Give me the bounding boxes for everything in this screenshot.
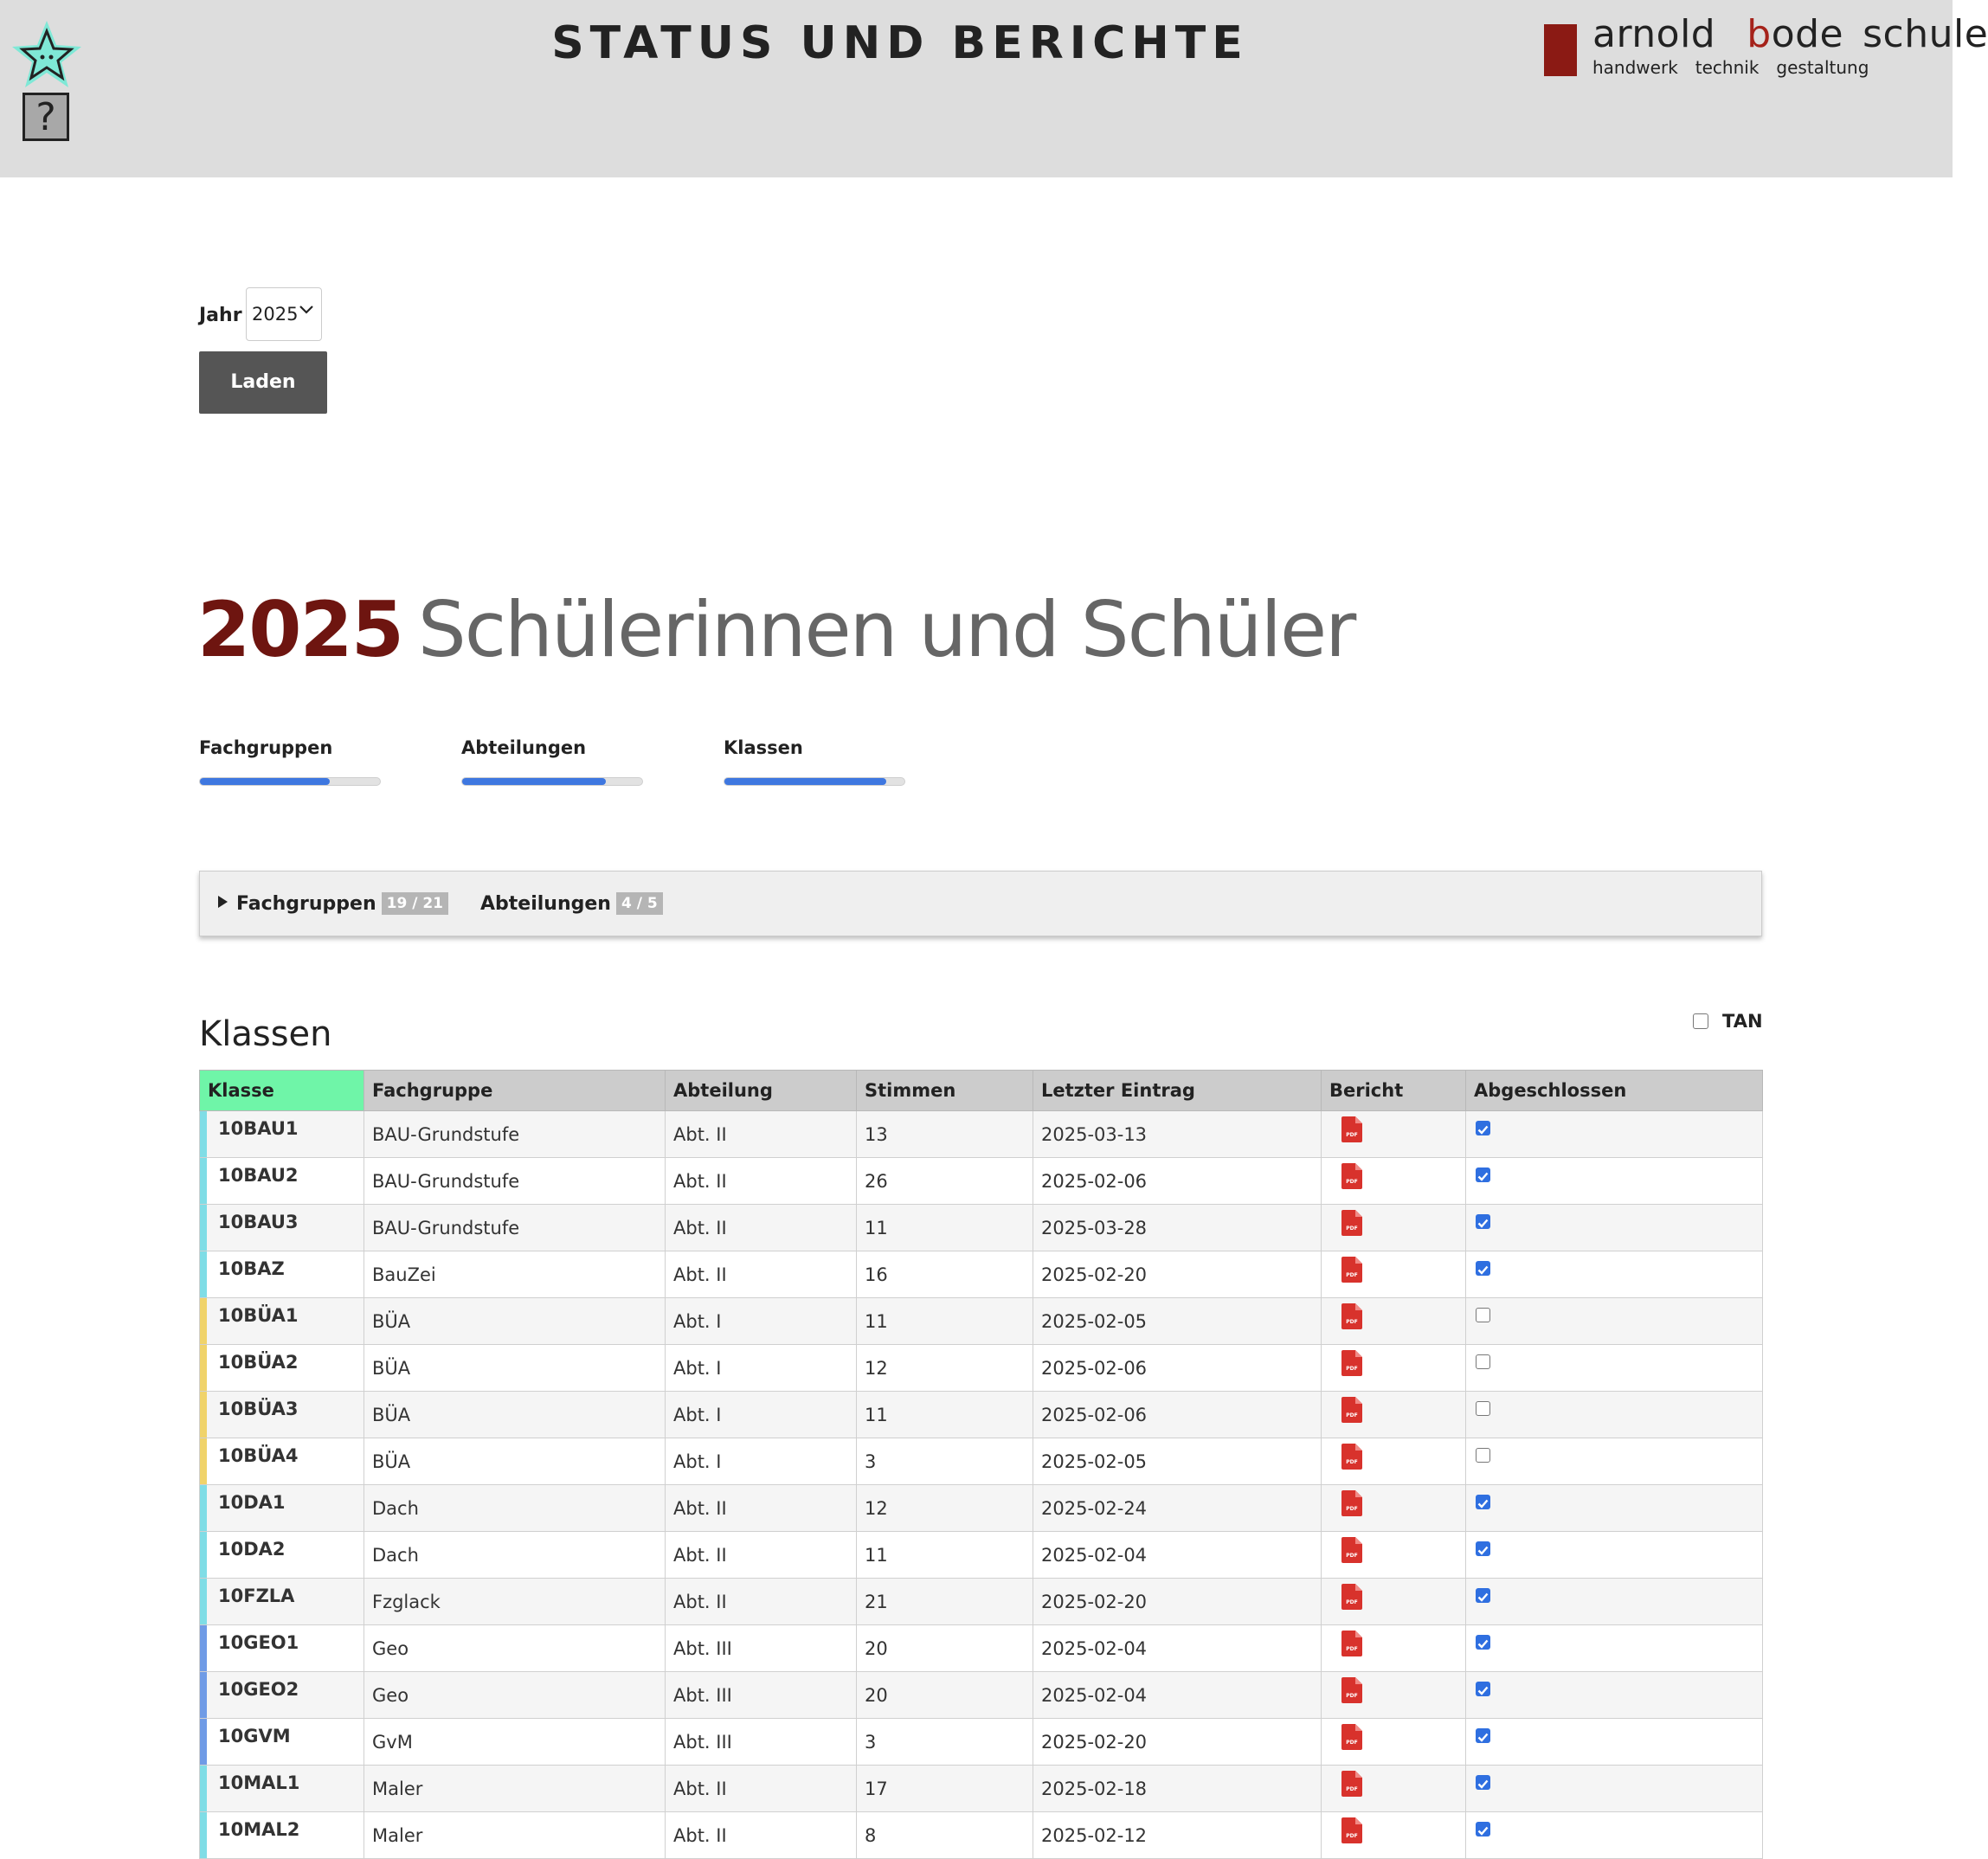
svg-text:PDF: PDF — [1346, 1505, 1358, 1512]
count-badge: 19 / 21 — [382, 892, 448, 915]
letzter-eintrag-cell: 2025-03-13 — [1033, 1111, 1322, 1158]
klasse-value: 10BÜA2 — [218, 1352, 299, 1373]
table-header-row — [200, 1071, 1763, 1111]
progress-fachgruppen — [199, 737, 381, 786]
bericht-cell — [1322, 1345, 1466, 1392]
bericht-cell — [1322, 1812, 1466, 1859]
abteilung-cell: Abt. I — [666, 1392, 857, 1438]
bericht-cell — [1322, 1205, 1466, 1251]
progress-label: Abteilungen — [461, 737, 587, 758]
group-color-stripe — [200, 1345, 207, 1391]
klasse-value: 10DA2 — [218, 1539, 286, 1560]
abgeschlossen-cell — [1466, 1205, 1763, 1251]
svg-text:PDF: PDF — [1346, 1318, 1358, 1325]
abgeschlossen-checkbox[interactable] — [1476, 1775, 1490, 1790]
fachgruppe-cell: Maler — [364, 1766, 666, 1812]
column-header-fachgruppe[interactable]: Fachgruppe — [364, 1071, 666, 1111]
klasse-cell — [200, 1111, 364, 1158]
abteilung-cell: Abt. I — [666, 1345, 857, 1392]
progress-abteilungen — [461, 737, 643, 786]
stimmen-cell: 20 — [857, 1625, 1033, 1672]
table-row — [200, 1251, 1763, 1298]
letzter-eintrag-cell: 2025-02-04 — [1033, 1532, 1322, 1579]
pdf-icon[interactable] — [1341, 1817, 1362, 1843]
progress-bar — [461, 777, 643, 786]
abgeschlossen-cell — [1466, 1438, 1763, 1485]
stimmen-cell: 11 — [857, 1392, 1033, 1438]
svg-text:PDF: PDF — [1346, 1458, 1358, 1465]
fachgruppe-cell: Dach — [364, 1485, 666, 1532]
pdf-icon[interactable] — [1341, 1631, 1362, 1656]
group-color-stripe — [200, 1485, 207, 1531]
heading-text: Schülerinnen und Schüler — [417, 585, 1355, 674]
column-header-klasse[interactable]: Klasse — [200, 1071, 364, 1111]
stimmen-cell: 3 — [857, 1438, 1033, 1485]
progress-label: Fachgruppen — [199, 737, 333, 758]
group-color-stripe — [200, 1719, 207, 1765]
klassen-table — [199, 1070, 1763, 1859]
stimmen-cell: 26 — [857, 1158, 1033, 1205]
pdf-icon[interactable] — [1341, 1350, 1362, 1376]
group-color-stripe — [200, 1532, 207, 1578]
klasse-cell — [200, 1766, 364, 1812]
klasse-value: 10DA1 — [218, 1492, 286, 1513]
group-color-stripe — [200, 1438, 207, 1484]
stimmen-cell: 11 — [857, 1205, 1033, 1251]
abgeschlossen-cell — [1466, 1345, 1763, 1392]
stimmen-cell: 20 — [857, 1672, 1033, 1719]
klasse-value: 10BÜA4 — [218, 1445, 299, 1466]
abteilung-cell: Abt. II — [666, 1251, 857, 1298]
column-header-stimmen[interactable]: Stimmen — [857, 1071, 1033, 1111]
letzter-eintrag-cell: 2025-02-04 — [1033, 1672, 1322, 1719]
progress-bar — [724, 777, 905, 786]
svg-text:PDF: PDF — [1346, 1645, 1358, 1652]
progress-fill — [724, 778, 886, 785]
table-row — [200, 1392, 1763, 1438]
pdf-icon[interactable] — [1341, 1724, 1362, 1750]
abgeschlossen-cell — [1466, 1485, 1763, 1532]
progress-fill — [200, 778, 330, 785]
tan-checkbox[interactable] — [1693, 1013, 1708, 1029]
klasse-cell — [200, 1205, 364, 1251]
abgeschlossen-checkbox[interactable] — [1476, 1214, 1490, 1229]
page-header — [0, 0, 1988, 177]
abgeschlossen-cell — [1466, 1532, 1763, 1579]
letzter-eintrag-cell: 2025-02-12 — [1033, 1812, 1322, 1859]
bericht-cell — [1322, 1532, 1466, 1579]
abgeschlossen-checkbox[interactable] — [1476, 1682, 1490, 1696]
klasse-value: 10BAU2 — [218, 1165, 299, 1186]
fachgruppe-cell: BauZei — [364, 1251, 666, 1298]
svg-text:PDF: PDF — [1346, 1739, 1358, 1746]
abgeschlossen-cell — [1466, 1625, 1763, 1672]
stimmen-cell: 21 — [857, 1579, 1033, 1625]
klasse-value: 10GVM — [218, 1726, 291, 1746]
group-color-stripe — [200, 1579, 207, 1624]
pdf-icon[interactable] — [1341, 1677, 1362, 1703]
pdf-icon[interactable] — [1341, 1771, 1362, 1797]
progress-klassen — [724, 737, 905, 786]
abgeschlossen-checkbox[interactable] — [1476, 1635, 1490, 1650]
klasse-value: 10GEO2 — [218, 1679, 299, 1700]
expand-triangle-icon — [218, 896, 228, 908]
bericht-cell — [1322, 1392, 1466, 1438]
progress-bar — [199, 777, 381, 786]
klasse-value: 10MAL1 — [218, 1772, 300, 1793]
letzter-eintrag-cell: 2025-02-18 — [1033, 1766, 1322, 1812]
pdf-icon[interactable] — [1341, 1163, 1362, 1189]
group-color-stripe — [200, 1111, 207, 1157]
klasse-value: 10BÜA3 — [218, 1399, 299, 1419]
svg-text:PDF: PDF — [1346, 1598, 1358, 1605]
abgeschlossen-cell — [1466, 1719, 1763, 1766]
klassen-heading: Klassen — [199, 1014, 332, 1054]
svg-text:PDF: PDF — [1346, 1552, 1358, 1559]
abgeschlossen-cell — [1466, 1298, 1763, 1345]
abgeschlossen-checkbox[interactable] — [1476, 1121, 1490, 1135]
abteilung-cell: Abt. II — [666, 1111, 857, 1158]
abgeschlossen-checkbox[interactable] — [1476, 1448, 1490, 1463]
klasse-cell — [200, 1532, 364, 1579]
fachgruppe-cell: BAU-Grundstufe — [364, 1158, 666, 1205]
letzter-eintrag-cell: 2025-02-06 — [1033, 1345, 1322, 1392]
group-color-stripe — [200, 1251, 207, 1297]
svg-text:PDF: PDF — [1346, 1412, 1358, 1418]
svg-text:PDF: PDF — [1346, 1832, 1358, 1839]
klasse-cell — [200, 1625, 364, 1672]
summary-bar — [199, 871, 1762, 936]
table-row — [200, 1205, 1763, 1251]
bericht-cell — [1322, 1111, 1466, 1158]
fachgruppen-toggle[interactable]: Fachgruppen 19 / 21 — [218, 892, 448, 915]
abgeschlossen-checkbox[interactable] — [1476, 1261, 1490, 1276]
letzter-eintrag-cell: 2025-02-05 — [1033, 1438, 1322, 1485]
logo-mark — [1544, 24, 1577, 76]
svg-text:PDF: PDF — [1346, 1225, 1358, 1232]
abteilungen-toggle[interactable]: Abteilungen 4 / 5 — [480, 892, 663, 915]
group-color-stripe — [200, 1766, 207, 1811]
chevron-down-icon — [297, 300, 316, 319]
abgeschlossen-cell — [1466, 1579, 1763, 1625]
school-logo — [1544, 12, 1988, 81]
fachgruppe-cell: Fzglack — [364, 1579, 666, 1625]
klasse-value: 10MAL2 — [218, 1819, 300, 1840]
abgeschlossen-cell — [1466, 1672, 1763, 1719]
letzter-eintrag-cell: 2025-02-05 — [1033, 1298, 1322, 1345]
logo-name: arnold bode schule — [1592, 12, 1988, 56]
fachgruppe-cell: Maler — [364, 1812, 666, 1859]
fachgruppe-cell: GvM — [364, 1719, 666, 1766]
klasse-value: 10BÜA1 — [218, 1305, 299, 1326]
klasse-cell — [200, 1251, 364, 1298]
abteilung-cell: Abt. I — [666, 1438, 857, 1485]
group-color-stripe — [200, 1298, 207, 1344]
column-header-abteilung[interactable]: Abteilung — [666, 1071, 857, 1111]
abteilung-cell: Abt. II — [666, 1812, 857, 1859]
abteilung-cell: Abt. II — [666, 1485, 857, 1532]
tan-label: TAN — [1722, 1011, 1763, 1032]
svg-text:PDF: PDF — [1346, 1131, 1358, 1138]
heading-year: 2025 — [197, 585, 402, 674]
svg-text:PDF: PDF — [1346, 1271, 1358, 1278]
abgeschlossen-cell — [1466, 1812, 1763, 1859]
letzter-eintrag-cell: 2025-02-20 — [1033, 1579, 1322, 1625]
table-row — [200, 1579, 1763, 1625]
abgeschlossen-checkbox[interactable] — [1476, 1541, 1490, 1556]
abgeschlossen-checkbox[interactable] — [1476, 1308, 1490, 1322]
count-badge: 4 / 5 — [616, 892, 663, 915]
letzter-eintrag-cell: 2025-02-24 — [1033, 1485, 1322, 1532]
help-icon[interactable]: ? — [23, 93, 69, 141]
table-row — [200, 1158, 1763, 1205]
fachgruppe-cell: BÜA — [364, 1438, 666, 1485]
abgeschlossen-cell — [1466, 1392, 1763, 1438]
svg-text:PDF: PDF — [1346, 1365, 1358, 1372]
stimmen-cell: 8 — [857, 1812, 1033, 1859]
table-row — [200, 1485, 1763, 1532]
stimmen-cell: 17 — [857, 1766, 1033, 1812]
klasse-cell — [200, 1672, 364, 1719]
stimmen-cell: 13 — [857, 1111, 1033, 1158]
letzter-eintrag-cell: 2025-02-20 — [1033, 1719, 1322, 1766]
table-row — [200, 1672, 1763, 1719]
klasse-cell — [200, 1438, 364, 1485]
pdf-icon[interactable] — [1341, 1444, 1362, 1470]
laden-button[interactable]: Laden — [199, 351, 327, 414]
fachgruppe-cell: BAU-Grundstufe — [364, 1205, 666, 1251]
abgeschlossen-cell — [1466, 1766, 1763, 1812]
bericht-cell — [1322, 1766, 1466, 1812]
abteilung-cell: Abt. III — [666, 1625, 857, 1672]
abgeschlossen-cell — [1466, 1251, 1763, 1298]
pdf-icon[interactable] — [1341, 1490, 1362, 1516]
abteilung-cell: Abt. II — [666, 1532, 857, 1579]
jahr-label: Jahr — [199, 305, 242, 326]
column-header-letzter-eintrag[interactable]: Letzter Eintrag — [1033, 1071, 1322, 1111]
klasse-cell — [200, 1812, 364, 1859]
bericht-cell — [1322, 1438, 1466, 1485]
letzter-eintrag-cell: 2025-02-06 — [1033, 1392, 1322, 1438]
group-color-stripe — [200, 1672, 207, 1718]
klasse-cell — [200, 1579, 364, 1625]
stimmen-cell: 12 — [857, 1485, 1033, 1532]
fachgruppe-cell: Dach — [364, 1532, 666, 1579]
abteilung-cell: Abt. III — [666, 1672, 857, 1719]
pdf-icon[interactable] — [1341, 1210, 1362, 1236]
abgeschlossen-checkbox[interactable] — [1476, 1728, 1490, 1743]
progress-label: Klassen — [724, 737, 803, 758]
jahr-select-value: 2025 — [252, 304, 299, 325]
fachgruppe-cell: BAU-Grundstufe — [364, 1111, 666, 1158]
table-row — [200, 1625, 1763, 1672]
bericht-cell — [1322, 1672, 1466, 1719]
abgeschlossen-cell — [1466, 1158, 1763, 1205]
logo-subtitle: handwerk technik gestaltung — [1592, 57, 1869, 78]
tan-toggle — [1693, 1011, 1763, 1037]
jahr-select[interactable] — [246, 287, 322, 341]
klasse-value: 10BAZ — [218, 1258, 285, 1279]
bericht-cell — [1322, 1485, 1466, 1532]
abteilung-cell: Abt. II — [666, 1766, 857, 1812]
pdf-icon[interactable] — [1341, 1397, 1362, 1423]
table-row — [200, 1766, 1763, 1812]
letzter-eintrag-cell: 2025-03-28 — [1033, 1205, 1322, 1251]
letzter-eintrag-cell: 2025-02-04 — [1033, 1625, 1322, 1672]
page-title: STATUS UND BERICHTE — [551, 17, 1249, 69]
group-color-stripe — [200, 1625, 207, 1671]
svg-text:PDF: PDF — [1346, 1178, 1358, 1185]
bericht-cell — [1322, 1298, 1466, 1345]
main-heading — [197, 585, 1354, 674]
klasse-cell — [200, 1485, 364, 1532]
fachgruppe-cell: Geo — [364, 1625, 666, 1672]
abgeschlossen-checkbox[interactable] — [1476, 1822, 1490, 1836]
letzter-eintrag-cell: 2025-02-20 — [1033, 1251, 1322, 1298]
fachgruppe-cell: BÜA — [364, 1345, 666, 1392]
table-row — [200, 1719, 1763, 1766]
table-row — [200, 1345, 1763, 1392]
abgeschlossen-checkbox[interactable] — [1476, 1588, 1490, 1603]
table-row — [200, 1438, 1763, 1485]
table-row — [200, 1111, 1763, 1158]
svg-text:PDF: PDF — [1346, 1692, 1358, 1699]
pdf-icon[interactable] — [1341, 1116, 1362, 1142]
klasse-value: 10GEO1 — [218, 1632, 299, 1653]
pdf-icon[interactable] — [1341, 1257, 1362, 1283]
fachgruppe-cell: BÜA — [364, 1392, 666, 1438]
klasse-value: 10FZLA — [218, 1586, 295, 1606]
stimmen-cell: 11 — [857, 1532, 1033, 1579]
stimmen-cell: 3 — [857, 1719, 1033, 1766]
column-header-bericht[interactable]: Bericht — [1322, 1071, 1466, 1111]
group-color-stripe — [200, 1205, 207, 1251]
abgeschlossen-checkbox[interactable] — [1476, 1401, 1490, 1416]
group-color-stripe — [200, 1392, 207, 1438]
bericht-cell — [1322, 1158, 1466, 1205]
bericht-cell — [1322, 1719, 1466, 1766]
abgeschlossen-checkbox[interactable] — [1476, 1354, 1490, 1369]
klasse-cell — [200, 1158, 364, 1205]
klasse-value: 10BAU3 — [218, 1212, 299, 1232]
abteilung-cell: Abt. II — [666, 1579, 857, 1625]
table-row — [200, 1812, 1763, 1859]
stimmen-cell: 11 — [857, 1298, 1033, 1345]
klasse-cell — [200, 1392, 364, 1438]
abteilung-cell: Abt. III — [666, 1719, 857, 1766]
klasse-value: 10BAU1 — [218, 1118, 299, 1139]
stimmen-cell: 16 — [857, 1251, 1033, 1298]
abteilung-cell: Abt. II — [666, 1158, 857, 1205]
bericht-cell — [1322, 1625, 1466, 1672]
table-row — [200, 1532, 1763, 1579]
fachgruppe-cell: BÜA — [364, 1298, 666, 1345]
abgeschlossen-checkbox[interactable] — [1476, 1495, 1490, 1509]
bericht-cell — [1322, 1579, 1466, 1625]
abteilung-cell: Abt. I — [666, 1298, 857, 1345]
stimmen-cell: 12 — [857, 1345, 1033, 1392]
letzter-eintrag-cell: 2025-02-06 — [1033, 1158, 1322, 1205]
bericht-cell — [1322, 1251, 1466, 1298]
svg-text:PDF: PDF — [1346, 1785, 1358, 1792]
fachgruppe-cell: Geo — [364, 1672, 666, 1719]
klasse-cell — [200, 1345, 364, 1392]
pdf-icon[interactable] — [1341, 1303, 1362, 1329]
group-color-stripe — [200, 1812, 207, 1858]
group-color-stripe — [200, 1158, 207, 1204]
klasse-cell — [200, 1719, 364, 1766]
progress-fill — [462, 778, 606, 785]
abteilung-cell: Abt. II — [666, 1205, 857, 1251]
table-row — [200, 1298, 1763, 1345]
pdf-icon[interactable] — [1341, 1584, 1362, 1610]
pdf-icon[interactable] — [1341, 1537, 1362, 1563]
abgeschlossen-cell — [1466, 1111, 1763, 1158]
column-header-abgeschlossen[interactable]: Abgeschlossen — [1466, 1071, 1763, 1111]
klasse-cell — [200, 1298, 364, 1345]
abgeschlossen-checkbox[interactable] — [1476, 1168, 1490, 1182]
